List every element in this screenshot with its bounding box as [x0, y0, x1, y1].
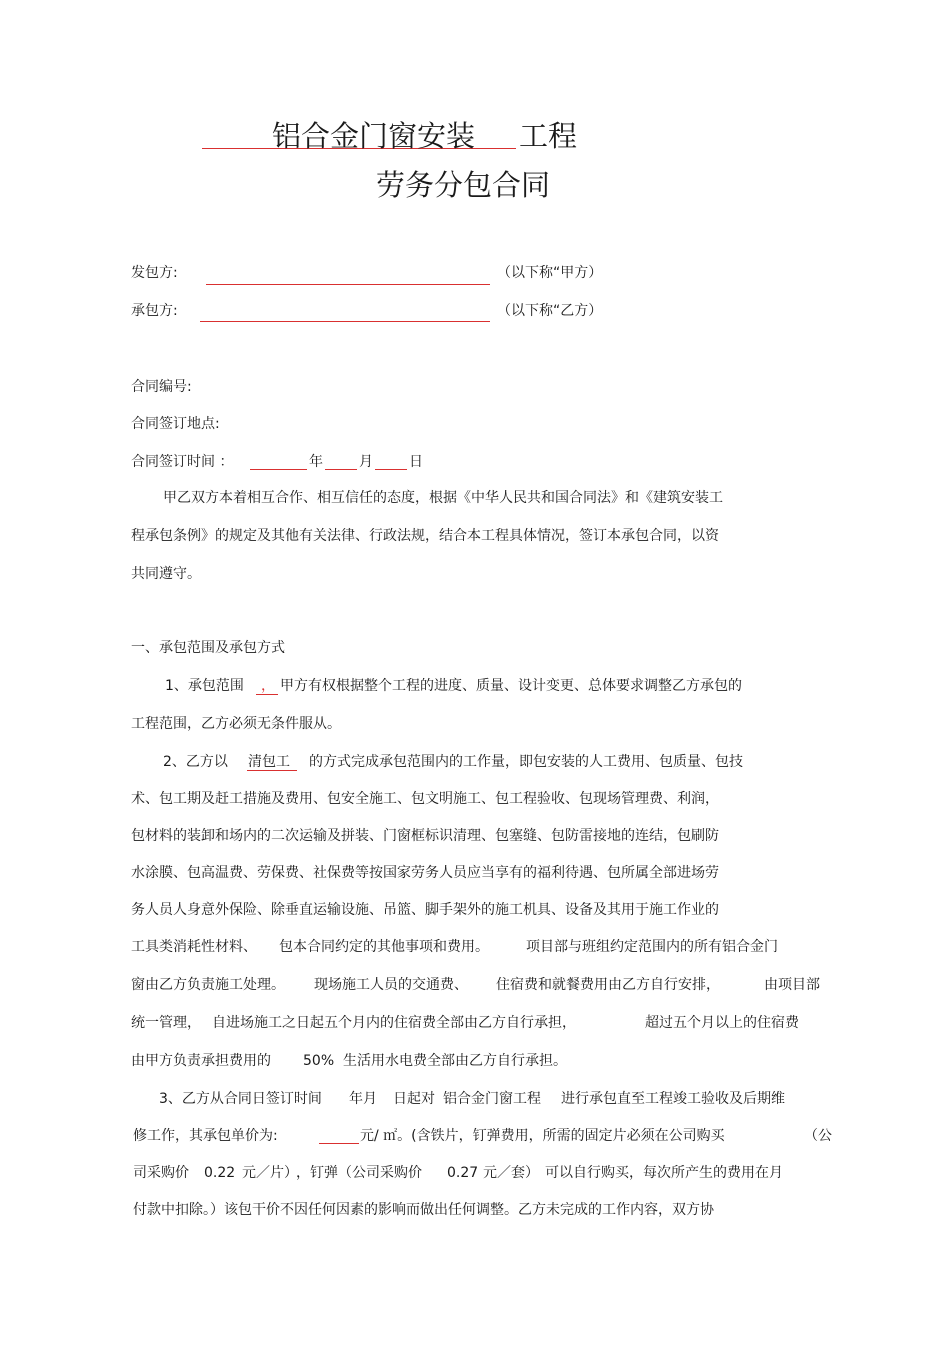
- contract-number-label: 合同编号:: [131, 379, 192, 395]
- item1-line-2: 工程范围，乙方必须无条件服从。: [131, 716, 341, 732]
- contractor-blank[interactable]: [200, 321, 490, 322]
- item3-line-2c: （公: [804, 1128, 832, 1144]
- item3-line-1c: 日起对: [393, 1091, 435, 1107]
- item3-line-3b: 0.22: [204, 1165, 236, 1181]
- item2-line-5: 务人员人身意外保险、除垂直运输设施、吊篮、脚手架外的施工机具、设备及其用于施工作业的: [131, 902, 719, 918]
- item2-line-6c: 项目部与班组约定范围内的所有铝合金门: [526, 939, 778, 955]
- preamble-line-1: 甲乙双方本着相互合作、相互信任的态度，根据《中华人民共和国合同法》和《建筑安装工: [163, 490, 723, 506]
- title-contract-type: 劳务分包合同: [376, 168, 551, 202]
- item2-line-8c: 超过五个月以上的住宿费: [645, 1015, 799, 1031]
- contract-time-label: 合同签订时间 ：: [131, 454, 234, 470]
- item3-line-3g: 可以自行购买，每次所产生的费用在月: [545, 1165, 783, 1181]
- item3-line-1d: 铝合金门窗工程: [443, 1091, 541, 1107]
- item2-line-1: 的方式完成承包范围内的工作量，即包安装的人工费用、包质量、包技: [309, 754, 743, 770]
- item3-line-3f: 元／套）: [483, 1165, 539, 1181]
- item2-line-6b: 包本合同约定的其他事项和费用。: [279, 939, 489, 955]
- item2-line-3: 包材料的装卸和场内的二次运输及拼装、门窗框标识清理、包塞缝、包防雷接地的连结，包刷防: [131, 828, 719, 844]
- item2-label: 2、乙方以: [163, 754, 228, 770]
- section-1-heading: 一、承包范围及承包方式: [131, 640, 285, 656]
- item2-line-4: 水涂膜、包高温费、劳保费、社保费等按国家劳务人员应当享有的福利待遇、包所属全部进场劳: [131, 865, 719, 881]
- month-blank[interactable]: [325, 469, 357, 470]
- item2-line-7a: 窗由乙方负责施工处理。: [131, 977, 285, 993]
- preamble-line-3: 共同遵守。: [131, 566, 201, 582]
- item2-line-7d: 由项目部: [764, 977, 820, 993]
- year-label: 年: [309, 454, 323, 470]
- item2-line-7b: 现场施工人员的交通费、: [314, 977, 468, 993]
- item3-line-3c: 元／片）: [242, 1165, 298, 1181]
- item2-line-2: 术、包工期及赶工措施及费用、包安全施工、包文明施工、包工程验收、包现场管理费、利润，: [131, 791, 719, 807]
- item3-line-2b: 元/ ㎡。(含铁片，钉弹费用，所需的固定片必须在公司购买: [360, 1128, 725, 1144]
- employer-note: （以下称“甲方）: [497, 265, 603, 281]
- item1-label: 1、承包范围: [165, 678, 244, 694]
- contractor-label: 承包方:: [131, 303, 178, 319]
- title-project-suffix: 工程: [519, 119, 578, 153]
- item3-line-1e: 进行承包直至工程竣工验收及后期维: [561, 1091, 785, 1107]
- item1-scope-underline: [256, 694, 278, 695]
- preamble-line-2: 程承包条例》的规定及其他有关法律、行政法规，结合本工程具体情况，签订本承包合同，以资: [131, 528, 719, 544]
- day-blank[interactable]: [375, 469, 407, 470]
- item3-line-1b: 年月: [349, 1091, 377, 1107]
- contract-place-label: 合同签订地点:: [131, 416, 220, 432]
- item2-line-7c: 住宿费和就餐费用由乙方自行安排，: [496, 977, 720, 993]
- item2-line-9c: 生活用水电费全部由乙方自行承担。: [343, 1053, 567, 1069]
- item2-method: 清包工: [248, 754, 290, 770]
- title-project-name: 铝合金门窗安装: [272, 119, 476, 153]
- employer-blank[interactable]: [206, 284, 490, 285]
- item3-line-2a: 修工作，其承包单价为:: [133, 1128, 278, 1144]
- item3-line-3d: ，钉弹（公司采购价: [296, 1165, 422, 1181]
- item2-line-9b: 50%: [303, 1053, 335, 1069]
- item2-line-8a: 统一管理，: [131, 1015, 201, 1031]
- item2-method-underline: [247, 770, 297, 771]
- day-label: 日: [409, 454, 423, 470]
- item1-line-1: 甲方有权根据整个工程的进度、质量、设计变更、总体要求调整乙方承包的: [280, 678, 742, 694]
- year-blank[interactable]: [250, 469, 307, 470]
- contractor-note: （以下称“乙方）: [497, 303, 603, 319]
- item1-scope-blank: ，: [261, 678, 275, 694]
- item3-line-3a: 司采购价: [133, 1165, 189, 1181]
- item3-line-3e: 0.27: [447, 1165, 479, 1181]
- employer-label: 发包方:: [131, 265, 178, 281]
- month-label: 月: [359, 454, 373, 470]
- item2-line-8b: 自进场施工之日起五个月内的住宿费全部由乙方自行承担，: [212, 1015, 576, 1031]
- unit-price-blank[interactable]: [319, 1143, 359, 1144]
- item3-line-1a: 3、乙方从合同日签订时间: [159, 1091, 322, 1107]
- item2-line-6a: 工具类消耗性材料、: [131, 939, 257, 955]
- item3-line-4: 付款中扣除。）该包干价不因任何因素的影响而做出任何调整。乙方未完成的工作内容，双方协: [133, 1202, 714, 1218]
- item2-line-9a: 由甲方负责承担费用的: [131, 1053, 271, 1069]
